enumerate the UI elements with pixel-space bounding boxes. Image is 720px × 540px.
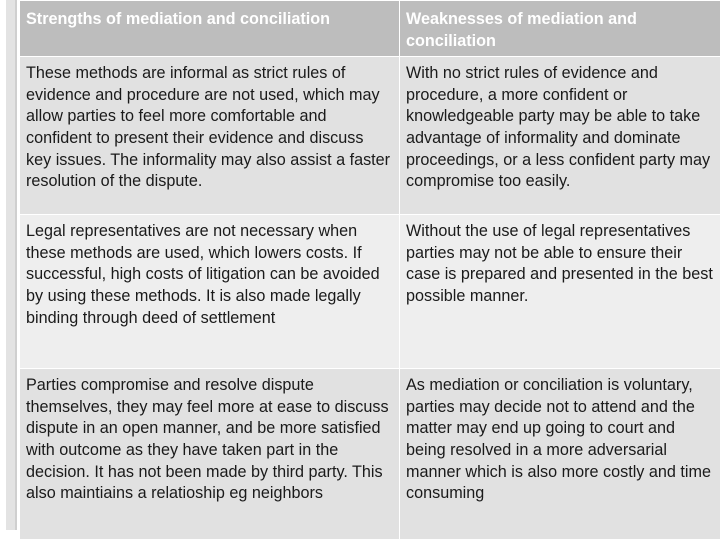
table-row [20,369,720,540]
strength-cell: Parties compromise and resolve dispute themselves, they may feel more at ease to discuss dispute in an open manner, and be more satisfied with outcome as they have taken part in the decision. It has not been made by third party. This also maintiains a relatioship eg neighbors [20,369,400,540]
table-row [20,57,720,215]
strength-cell: These methods are informal as strict rules of evidence and procedure are not used, which may allow parties to feel more comfortable and confident to present their evidence and discuss key issues. The informality may also assist a faster resolution of the dispute. [20,57,400,215]
table-header-row [20,1,720,57]
header-strengths: Strengths of mediation and conciliation [20,1,400,57]
header-weaknesses: Weaknesses of mediation and conciliation [400,1,720,57]
weakness-cell: As mediation or conciliation is voluntary, parties may decide not to attend and the matter may end up going to court and being resolved in a more adversarial manner which is also more costly and time consuming [400,369,720,540]
weakness-cell: Without the use of legal representatives parties may not be able to ensure their case is prepared and presented in the best possible manner. [400,215,720,369]
table-row [20,215,720,369]
left-decorative-bar [6,0,15,530]
left-decorative-bar-edge [15,0,17,530]
comparison-table [19,0,720,540]
weakness-cell: With no strict rules of evidence and procedure, a more confident or knowledgeable party may be able to take advantage of informality and dominate proceedings, or a less confident party may compromise too easily. [400,57,720,215]
strength-cell: Legal representatives are not necessary when these methods are used, which lowers costs. If successful, high costs of litigation can be avoided by using these methods. It is also made legally binding through deed of settlement [20,215,400,369]
